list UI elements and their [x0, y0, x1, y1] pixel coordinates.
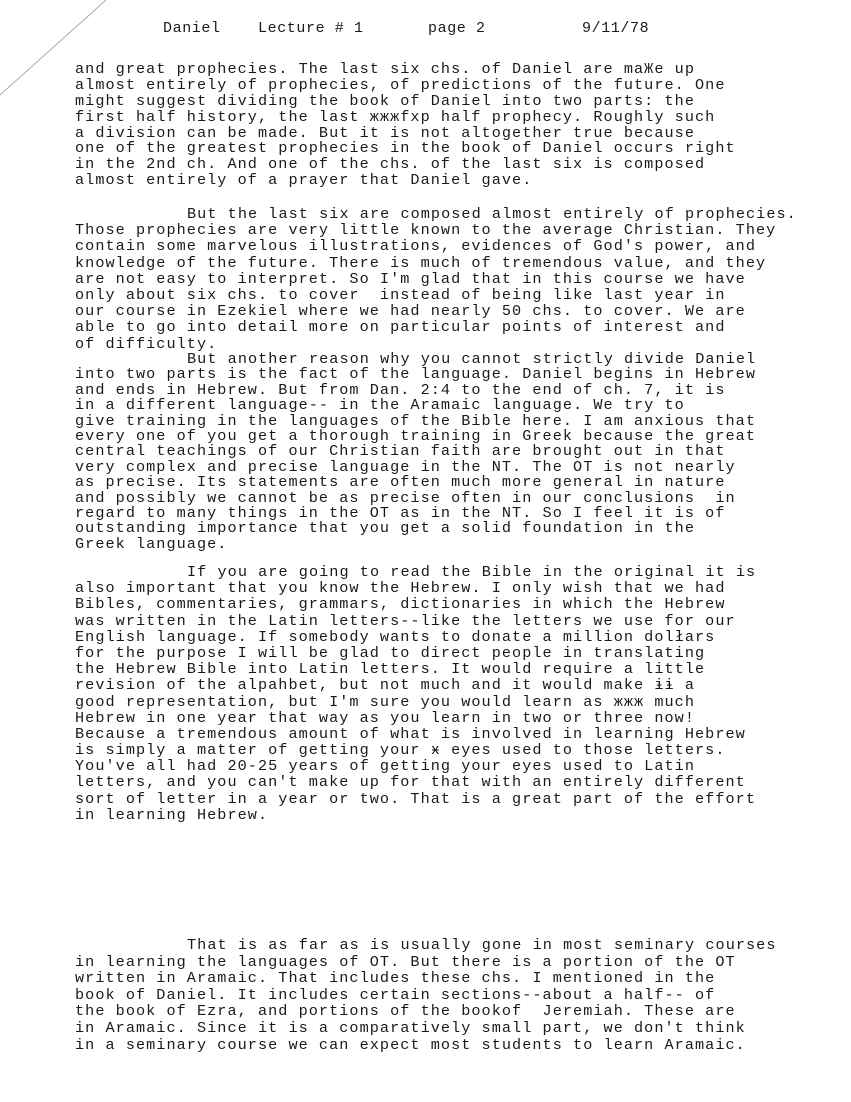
paragraph: [75, 564, 851, 823]
text-line: a division can be made. But it is not altogether true because: [75, 123, 696, 142]
text-line: almost entirely of a prayer that Daniel gave.: [75, 171, 533, 190]
text-line: one of the greatest prophecies in the book of Daniel occurs right: [75, 139, 736, 158]
text-line: first half history, the last жжжfxp half prophecy. Roughly such: [75, 107, 716, 126]
text-line: contain some marvelous illustrations, evidences of God's power, and: [75, 237, 756, 256]
text-line: Those prophecies are very little known to the average Christian. They: [75, 221, 777, 240]
text-line: and great prophecies. The last six chs. of Daniel are maЖe up: [75, 60, 696, 78]
text-line: Bibles, commentaries, grammars, dictionaries in which the Hebrew: [75, 595, 726, 614]
text-line: and possibly we cannot be as precise often in our conclusions in: [75, 488, 736, 507]
text-line: regard to many things in the OT as in the NT. So I feel it is of: [75, 503, 726, 522]
text-line: sort of letter in a year or two. That is a great part of the effort: [75, 789, 756, 808]
text-line: in Aramaic. Since it is a comparatively small part, we don't think: [75, 1018, 746, 1037]
text-line: give training in the languages of the Bible here. I am anxious that: [75, 411, 756, 430]
paragraph: [75, 352, 851, 552]
text-line: also important that you know the Hebrew. I only wish that we had: [75, 579, 726, 598]
text-line: is simply a matter of getting your ӿ eyes used to those letters.: [75, 741, 726, 760]
text-line: knowledge of the future. There is much of tremendous value, and they: [75, 253, 767, 272]
header-date: 9/11/78: [582, 20, 650, 37]
text-line: English language. If somebody wants to donate a million dolłars: [75, 627, 716, 646]
text-line: for the purpose I will be glad to direct people in translating: [75, 643, 706, 662]
text-line: revision of the alpahbet, but not much and it would make ɨɨ a: [75, 676, 696, 695]
text-line: are not easy to interpret. So I'm glad that in this course we have: [75, 269, 746, 288]
header-title: Daniel: [163, 20, 221, 37]
text-line: and ends in Hebrew. But from Dan. 2:4 to the end of ch. 7, it is: [75, 380, 726, 399]
paragraph: [75, 937, 851, 1053]
text-line: in a different language-- in the Aramaic language. We try to: [75, 396, 685, 415]
header-page: page 2: [428, 20, 486, 37]
text-line: in learning Hebrew.: [75, 805, 269, 824]
text-line: only about six chs. to cover instead of being like last year in: [75, 285, 726, 304]
text-line: written in Aramaic. That includes these chs. I mentioned in the: [75, 969, 716, 988]
paragraph: [75, 62, 851, 189]
text-line: Greek language.: [75, 534, 228, 553]
text-line: Hebrew in one year that way as you learn in two or three now!: [75, 708, 696, 727]
text-line: But the last six are composed almost entirely of prophecies.: [187, 205, 797, 223]
text-line: But another reason why you cannot strictly divide Daniel: [187, 350, 757, 368]
text-line: book of Daniel. It includes certain sections--about a half-- of: [75, 985, 716, 1004]
text-line: almost entirely of prophecies, of predictions of the future. One: [75, 75, 726, 94]
text-line: might suggest dividing the book of Daniel into two parts: the: [75, 91, 696, 110]
text-line: Because a tremendous amount of what is involved in learning Hebrew: [75, 724, 746, 743]
text-line: If you are going to read the Bible in the original it is: [187, 563, 757, 581]
text-line: That is as far as is usually gone in most seminary courses: [187, 936, 777, 954]
text-line: very complex and precise language in the NT. The OT is not nearly: [75, 457, 736, 476]
text-line: in a seminary course we can expect most students to learn Aramaic.: [75, 1035, 746, 1054]
text-line: the Hebrew Bible into Latin letters. It would require a little: [75, 660, 706, 679]
text-line: into two parts is the fact of the language. Daniel begins in Hebrew: [75, 365, 756, 384]
text-line: every one of you get a thorough training in Greek because the great: [75, 426, 756, 445]
text-line: was written in the Latin letters--like the letters we use for our: [75, 611, 736, 630]
text-line: as precise. Its statements are often much more general in nature: [75, 473, 726, 492]
text-line: letters, and you can't make up for that with an entirely different: [75, 773, 746, 792]
text-line: in learning the languages of OT. But there is a portion of the OT: [75, 952, 736, 971]
text-line: of difficulty.: [75, 334, 218, 353]
text-line: You've all had 20-25 years of getting your eyes used to Latin: [75, 757, 696, 776]
text-line: good representation, but I'm sure you would learn as жжж much: [75, 692, 696, 711]
text-line: in the 2nd ch. And one of the chs. of the last six is composed: [75, 155, 706, 174]
text-line: central teachings of our Christian faith are brought out in that: [75, 442, 726, 461]
text-line: able to go into detail more on particular points of interest and: [75, 318, 726, 337]
text-line: the book of Ezra, and portions of the bookof Jeremiah. These are: [75, 1002, 736, 1021]
header-lecture: Lecture # 1: [258, 20, 364, 37]
paragraph: [75, 206, 851, 352]
text-line: outstanding importance that you get a solid foundation in the: [75, 519, 696, 538]
text-line: our course in Ezekiel where we had nearly 50 chs. to cover. We are: [75, 302, 746, 321]
